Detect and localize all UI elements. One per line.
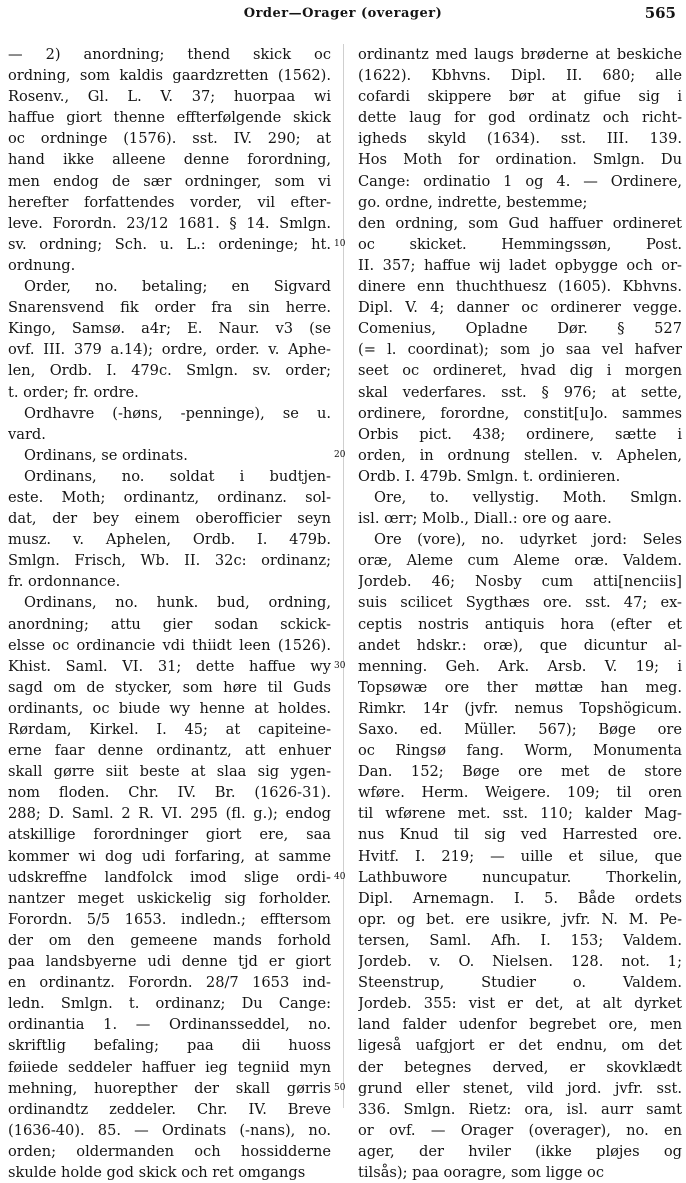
right-text-line: den ordning, som Gud haffuer ordineret: [358, 214, 682, 232]
right-text-line: dette laug for god ordinatz och richt-: [358, 109, 682, 127]
right-text-line: der betegnes derved, er skovklædt: [358, 1058, 682, 1076]
left-text-line: — 2) anordning; thend skick oc: [8, 46, 331, 63]
left-text-line: en ordinantz. Forordn. 28/7 1653 ind-: [8, 974, 331, 992]
right-text-line: II. 357; haffue wij ladet opbygge och or-: [358, 256, 682, 274]
right-text-line: tilsås); paa ooragre, som ligge oc: [358, 1163, 604, 1181]
left-text-line: vard.: [8, 425, 46, 443]
left-text-line: t. order; fr. ordre.: [8, 383, 139, 401]
right-text-line: ager, der hviler (ikke pløjes og: [358, 1142, 682, 1160]
right-text-line: igheds skyld (1634). sst. III. 139.: [358, 130, 682, 148]
left-text-line: musz. v. Aphelen, Ordb. I. 479b.: [8, 531, 331, 549]
right-text-line: ligeså uafgjort er det endnu, om det: [358, 1037, 682, 1055]
left-text-line: leve. Forordn. 23/12 1681. § 14. Smlgn.: [8, 214, 331, 232]
left-text-line: Smlgn. Frisch, Wb. II. 32c: ordinanz;: [8, 552, 331, 570]
left-text-line: oc ordninge (1576). sst. IV. 290; at: [8, 130, 331, 148]
right-text-line: nus Knud til sig ved Harrested ore.: [358, 826, 682, 844]
left-text-line: Ordinans, no. soldat i budtjen-: [24, 467, 331, 485]
left-text-line: Forordn. 5/5 1653. indledn.; efftersom: [8, 910, 331, 928]
left-text-line: erne faar denne ordinantz, att enhuer: [8, 742, 331, 760]
left-text-line: len, Ordb. I. 479c. Smlgn. sv. order;: [8, 362, 331, 380]
right-text-line: Orbis pict. 438; ordinere, sætte i: [358, 425, 682, 443]
page-header: [0, 4, 686, 26]
column-divider: [343, 44, 344, 1108]
left-text-line: orden; oldermanden och hossidderne: [8, 1142, 331, 1160]
right-text-line: Jordeb. v. O. Nielsen. 128. not. 1;: [358, 953, 682, 971]
left-text-line: elsse oc ordinancie vdi thiidt leen (1526).: [8, 636, 331, 654]
right-text-line: (1622). Kbhvns. Dipl. II. 680; alle: [358, 67, 682, 85]
left-text-line: sv. ordning; Sch. u. L.: ordeninge; ht.: [8, 235, 331, 253]
left-text-line: Ordinans, se ordinats.: [24, 446, 188, 464]
left-text-line: sagd om de stycker, som høre til Guds: [8, 678, 331, 696]
right-text-line: ordinantz med laugs brøderne at beskiche: [358, 46, 682, 63]
left-text-line: paa landsbyerne udi denne tjd er giort: [8, 953, 331, 971]
left-text-line: (1636-40). 85. — Ordinats (-nans), no.: [8, 1121, 331, 1139]
left-text-line: Rørdam, Kirkel. I. 45; at capiteine-: [8, 721, 331, 738]
right-text-line: skal vederfares. sst. § 976; at sette,: [358, 383, 682, 401]
left-text-line: ordnung.: [8, 256, 76, 274]
left-text-line: haffue giort thenne effterfølgende skick: [8, 109, 331, 127]
left-text-line: ledn. Smlgn. t. ordinanz; Du Cange:: [8, 995, 331, 1013]
left-text-line: ordning, som kaldis gaardzretten (1562).: [8, 67, 331, 85]
right-text-line: go. ordne, indrette, bestemme;: [358, 193, 588, 211]
right-text-line: Cange: ordinatio 1 og 4. — Ordinere,: [358, 172, 682, 190]
left-text-line: hand ikke alleene denne forordning,: [8, 151, 331, 169]
line-number-marker: 40: [334, 871, 346, 882]
right-text-line: (= l. coordinat); som jo saa vel hafver: [358, 341, 682, 359]
right-text-line: Comenius, Opladne Dør. § 527: [358, 320, 682, 338]
left-text-line: skall gørre siit beste at slaa sig ygen-: [8, 763, 331, 781]
line-number-marker: 10: [334, 238, 346, 249]
left-text-line: mehning, huorepther der skall gørris: [8, 1079, 331, 1097]
left-text-line: anordning; attu gier sodan sckick-: [8, 615, 331, 633]
right-text-line: Ordb. I. 479b. Smlgn. t. ordinieren.: [358, 467, 621, 485]
right-text-line: Hos Moth for ordination. Smlgn. Du: [358, 151, 682, 169]
right-text-line: Ore, to. vellystig. Moth. Smlgn.: [374, 488, 682, 506]
right-text-line: dinere enn thuchthuesz (1605). Kbhvns.: [358, 278, 682, 296]
left-text-line: nom floden. Chr. IV. Br. (1626-31).: [8, 784, 331, 802]
left-text-line: Order, no. betaling; en Sigvard: [24, 278, 331, 296]
left-text-line: Khist. Saml. VI. 31; dette haffue wy: [8, 657, 331, 675]
left-text-line: føiiede seddeler haffuer ieg tegniid myn: [8, 1058, 331, 1076]
right-text-line: Dan. 152; Bøge ore met de store: [358, 763, 682, 781]
left-text-line: Rosenv., Gl. L. V. 37; huorpaa wi: [8, 88, 331, 106]
right-text-line: opr. og bet. ere usikre, jvfr. N. M. Pe-: [358, 910, 682, 928]
right-text-line: tersen, Saml. Afh. I. 153; Valdem.: [358, 931, 682, 949]
right-text-line: wføre. Herm. Weigere. 109; til oren: [358, 784, 682, 802]
right-text-line: menning. Geh. Ark. Arsb. V. 19; i: [358, 657, 682, 675]
left-text-line: men endog de sær ordninger, som vi: [8, 172, 331, 190]
right-text-line: Saxo. ed. Müller. 567); Bøge ore: [358, 721, 682, 738]
right-text-line: oc skicket. Hemmingssøn, Post.: [358, 235, 682, 253]
right-text-line: grund eller stenet, vild jord. jvfr. sst.: [358, 1079, 682, 1097]
right-text-line: land falder udenfor begrebet ore, men: [358, 1016, 682, 1034]
left-text-line: ordinants, oc biude wy henne at holdes.: [8, 699, 331, 717]
right-text-line: 336. Smlgn. Rietz: ora, isl. aurr samt: [358, 1100, 682, 1118]
left-text-line: fr. ordonnance.: [8, 573, 121, 591]
running-title: Order—Orager (overager): [243, 6, 443, 21]
left-text-line: skulde holde god skick och ret omgangs: [8, 1163, 306, 1181]
left-text-line: Snarensvend fik order fra sin herre.: [8, 299, 331, 317]
right-text-line: Jordeb. 46; Nosby cum atti[nenciis]: [358, 573, 682, 591]
left-text-line: Ordhavre (-høns, -penninge), se u.: [24, 404, 331, 422]
right-text-line: Rimkr. 14r (jvfr. nemus Topshögicum.: [358, 699, 682, 717]
right-text-line: or ovf. — Orager (overager), no. en: [358, 1121, 682, 1139]
right-text-line: seet oc ordineret, hvad dig i morgen: [358, 362, 682, 380]
line-number-marker: 50: [334, 1082, 346, 1093]
left-text-line: ovf. III. 379 a.14); ordre, order. v. Aphe-: [8, 341, 331, 359]
page-number: 565: [644, 4, 676, 22]
right-text-line: Hvitf. I. 219; — uille et silue, que: [358, 847, 682, 865]
left-text-line: Kingo, Samsø. a4r; E. Naur. v3 (se: [8, 320, 331, 338]
right-text-line: Jordeb. 355: vist er det, at alt dyrket: [358, 995, 682, 1013]
right-text-line: oc Ringsø fang. Worm, Monumenta: [358, 742, 682, 760]
left-column: [8, 44, 331, 1183]
left-text-line: este. Moth; ordinantz, ordinanz. sol-: [8, 488, 331, 506]
right-text-line: orden, in ordnung stellen. v. Aphelen,: [358, 446, 682, 464]
right-text-line: andet hdskr.: oræ), que dicuntur al-: [358, 636, 682, 654]
right-text-line: Dipl. Arnemagn. I. 5. Både ordets: [358, 889, 682, 907]
right-text-line: til wførene met. sst. 110; kalder Mag-: [358, 805, 682, 823]
right-text-line: oræ, Aleme cum Aleme oræ. Valdem.: [358, 552, 682, 570]
left-text-line: ordinandtz zeddeler. Chr. IV. Breve: [8, 1100, 331, 1118]
right-text-line: ordinere, forordne, constit[u]o. sammes: [358, 404, 682, 422]
right-text-line: Topsøwæ ore ther møttæ han meg.: [358, 678, 682, 696]
left-text-line: skriftlig befaling; paa dii huoss: [8, 1037, 331, 1055]
right-text-line: Dipl. V. 4; danner oc ordinerer vegge.: [358, 299, 682, 317]
right-text-line: ceptis nostris antiquis hora (efter et: [358, 615, 682, 633]
right-text-line: cofardi skippere bør at gifue sig i: [358, 88, 682, 106]
left-text-line: herefter forfattendes vorder, vil efter-: [8, 193, 331, 211]
right-text-line: suis scilicet Sygthæs ore. sst. 47; ex-: [358, 594, 682, 612]
line-number-marker: 30: [334, 660, 346, 671]
line-number-marker: 20: [334, 449, 346, 460]
right-text-line: Lathbuwore nuncupatur. Thorkelin,: [358, 868, 682, 886]
left-text-line: Ordinans, no. hunk. bud, ordning,: [24, 594, 331, 612]
left-text-line: 288; D. Saml. 2 R. VI. 295 (fl. g.); endog: [8, 805, 331, 823]
left-text-line: dat, der bey einem oberofficier seyn: [8, 510, 331, 528]
right-text-line: Ore (vore), no. udyrket jord: Seles: [374, 531, 682, 549]
left-text-line: ordinantia 1. — Ordinansseddel, no.: [8, 1016, 331, 1034]
left-text-line: der om den gemeene mands forhold: [8, 931, 331, 949]
right-text-line: isl. œrr; Molb., Diall.: ore og aare.: [358, 510, 612, 528]
right-column: [358, 44, 682, 1183]
left-text-line: kommer wi dog udi forfaring, at samme: [8, 847, 331, 865]
left-text-line: atskillige forordninger giort ere, saa: [8, 826, 331, 844]
right-text-line: Steenstrup, Studier o. Valdem.: [358, 974, 682, 992]
left-text-line: nantzer meget uskickelig sig forholder.: [8, 889, 331, 907]
left-text-line: udskreffne landfolck imod slige ordi-: [8, 868, 331, 886]
